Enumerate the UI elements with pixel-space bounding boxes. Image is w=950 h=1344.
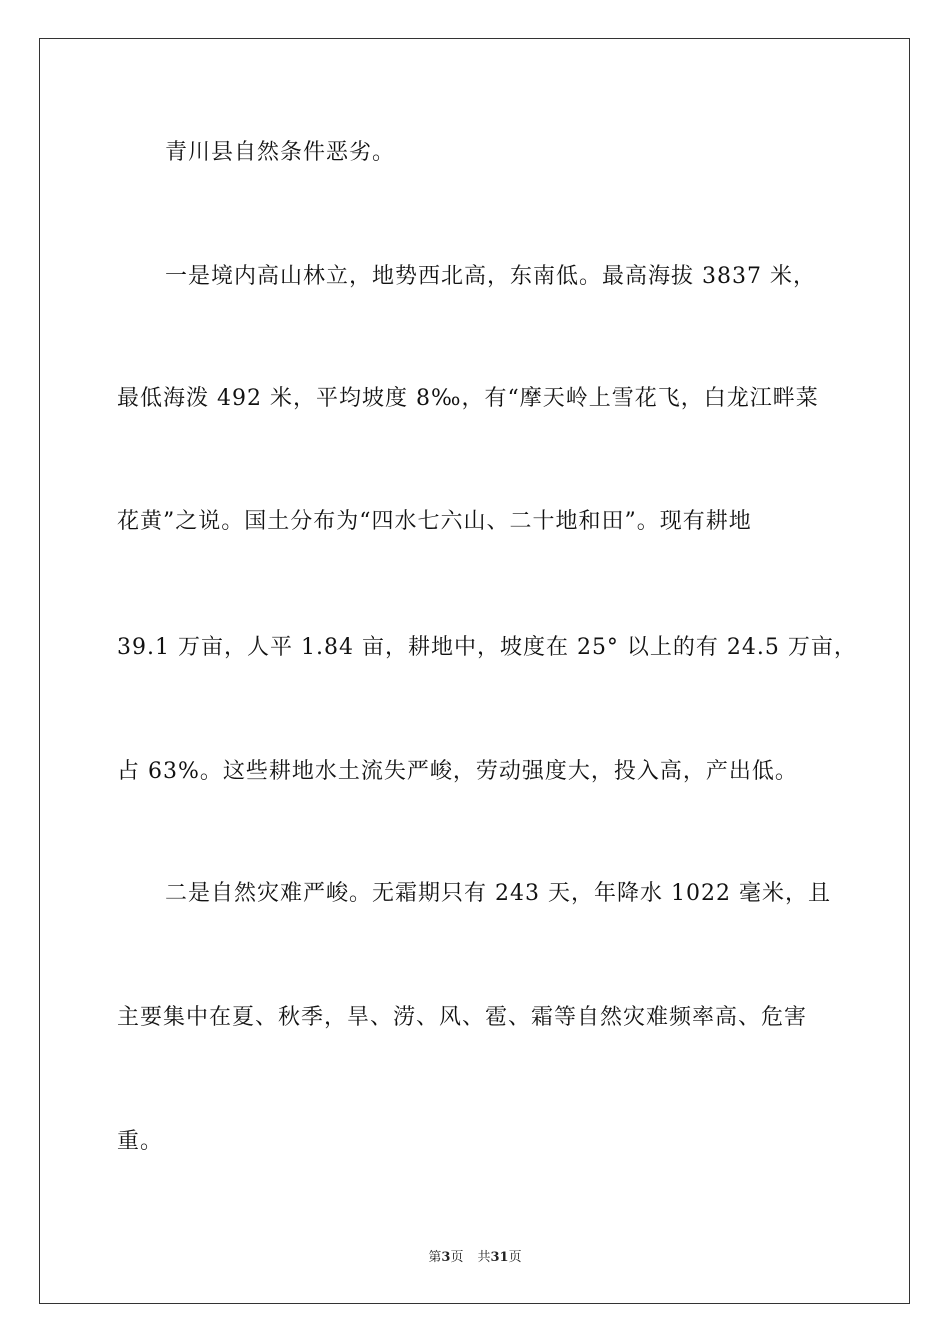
total-prefix: 共 — [477, 1250, 491, 1265]
page-prefix: 第 — [428, 1250, 442, 1265]
paragraph-2-line-5: 占 63%。这些耕地水土流失严峻，劳动强度大，投入高，产出低。 — [117, 759, 798, 784]
page-suffix: 页 — [450, 1250, 464, 1265]
page-border — [39, 38, 910, 1304]
total-suffix: 页 — [508, 1250, 522, 1265]
paragraph-2-line-2: 最低海泼 492 米，平均坡度 8‰，有“摩天岭上雪花飞，白龙江畔菜 — [117, 386, 819, 411]
paragraph-3-line-2: 主要集中在夏、秋季，旱、涝、风、雹、霜等自然灾难频率高、危害 — [117, 1005, 808, 1030]
page-current: 3 — [441, 1250, 451, 1265]
paragraph-3-line-3: 重。 — [117, 1129, 164, 1154]
paragraph-2-line-1: 一是境内高山林立，地势西北高，东南低。最高海拔 3837 米， — [165, 264, 816, 289]
paragraph-3-line-1: 二是自然灾难严峻。无霜期只有 243 天，年降水 1022 毫米，且 — [165, 881, 831, 906]
paragraph-1-line-1: 青川县自然条件恶劣。 — [165, 140, 396, 165]
paragraph-2-line-4: 39.1 万亩，人平 1.84 亩，耕地中，坡度在 25° 以上的有 24.5 万亩， — [117, 635, 857, 660]
paragraph-2-line-3: 花黄”之说。国土分布为“四水七六山、二十地和田”。现有耕地 — [117, 509, 752, 534]
page-footer — [0, 1246, 950, 1265]
page-total: 31 — [490, 1250, 509, 1265]
